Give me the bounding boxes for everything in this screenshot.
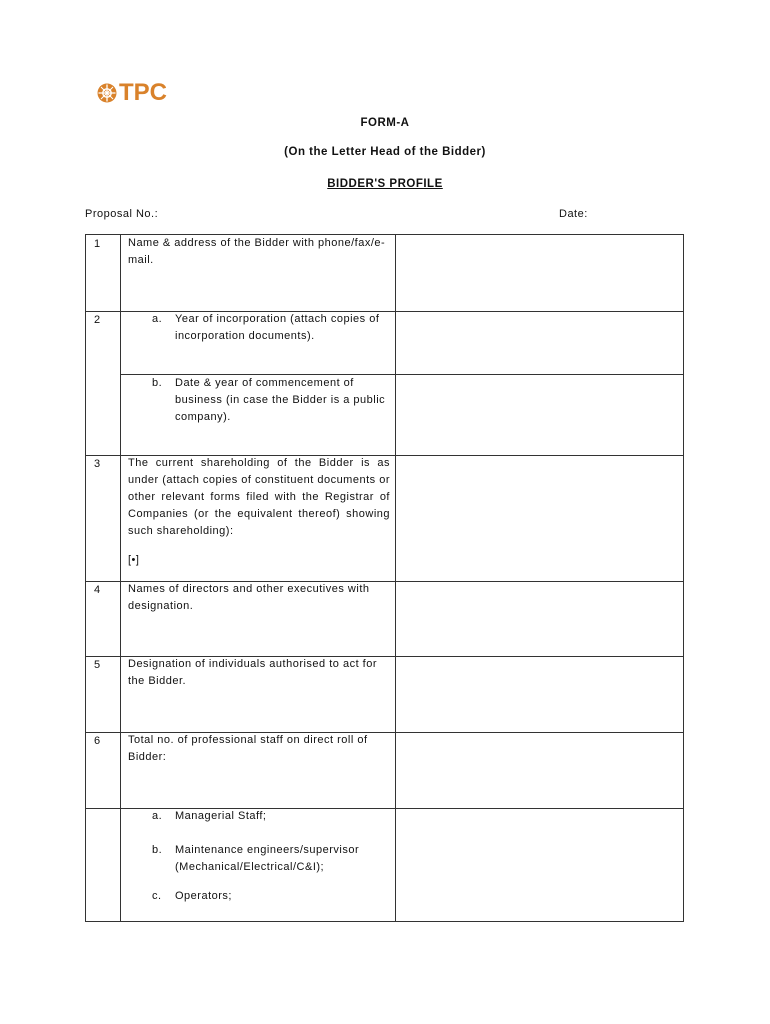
sub-item-text: Managerial Staff; bbox=[175, 810, 267, 822]
logo-text: TPC bbox=[119, 79, 167, 106]
bidder-profile-table bbox=[85, 234, 684, 922]
sub-item-text: Year of incorporation (attach copies of incorporation documents). bbox=[175, 313, 380, 342]
answer-cell[interactable] bbox=[396, 237, 683, 309]
answer-cell[interactable] bbox=[396, 583, 683, 655]
answer-cell[interactable] bbox=[396, 457, 683, 580]
row-number: 6 bbox=[94, 735, 101, 747]
section-title: BIDDER'S PROFILE bbox=[327, 178, 443, 190]
sub-item-marker: a. bbox=[152, 810, 163, 822]
row-number: 5 bbox=[94, 659, 101, 671]
sub-item-marker: b. bbox=[152, 377, 163, 389]
form-subtitle: (On the Letter Head of the Bidder) bbox=[284, 146, 486, 158]
sun-emblem-icon bbox=[96, 82, 118, 104]
row-number: 1 bbox=[94, 238, 101, 250]
answer-cell[interactable] bbox=[396, 810, 683, 920]
row-number: 2 bbox=[94, 314, 101, 326]
date-label: Date: bbox=[559, 208, 588, 220]
sub-item-marker: b. bbox=[152, 844, 163, 856]
column-divider-number bbox=[120, 235, 121, 921]
row-description: Total no. of professional staff on direct roll of Bidder: bbox=[128, 734, 368, 763]
row-description: Name & address of the Bidder with phone/fax/e-mail. bbox=[128, 237, 386, 266]
company-logo bbox=[96, 80, 167, 106]
proposal-label: Proposal No.: bbox=[85, 208, 159, 220]
sub-item-marker: c. bbox=[152, 890, 162, 902]
row-number: 4 bbox=[94, 584, 101, 596]
answer-cell[interactable] bbox=[396, 376, 683, 454]
form-title: FORM-A bbox=[360, 117, 410, 129]
sub-item-text: Date & year of commencement of business (in case the Bidder is a public company). bbox=[175, 377, 386, 423]
sub-item-marker: a. bbox=[152, 313, 163, 325]
row-description: The current shareholding of the Bidder is as under (attach copies of constituent documents or other relevant forms filed with the Registrar of Companies (or the equivalent thereof) showing such shareholding): bbox=[128, 457, 390, 537]
answer-cell[interactable] bbox=[396, 313, 683, 373]
shareholding-placeholder: [•] bbox=[128, 554, 140, 566]
row-number: 3 bbox=[94, 458, 101, 470]
answer-cell[interactable] bbox=[396, 734, 683, 807]
row-description: Names of directors and other executives with designation. bbox=[128, 583, 370, 612]
sub-item-text: Maintenance engineers/supervisor (Mechanical/Electrical/C&I); bbox=[175, 844, 360, 873]
row-description: Designation of individuals authorised to act for the Bidder. bbox=[128, 658, 378, 687]
sub-item-text: Operators; bbox=[175, 890, 232, 902]
answer-cell[interactable] bbox=[396, 658, 683, 731]
